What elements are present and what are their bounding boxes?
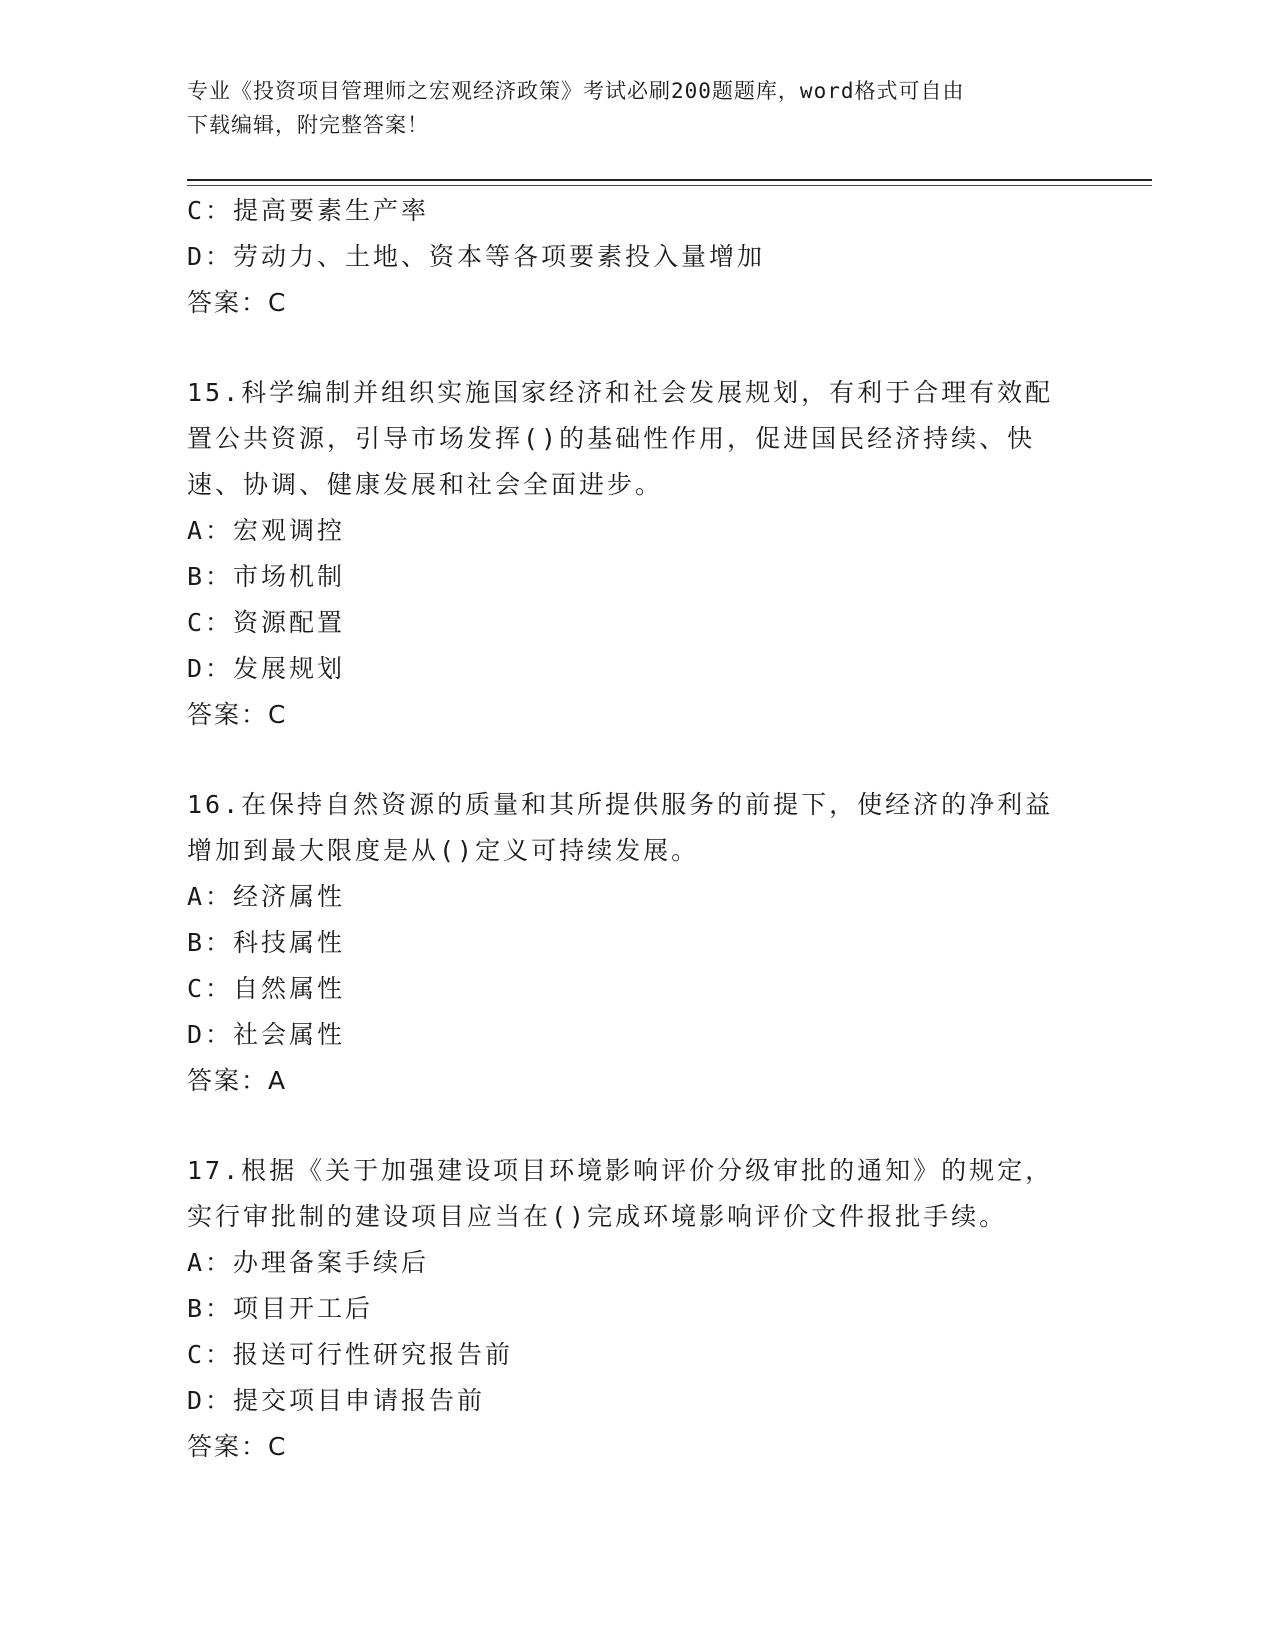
option-d: D：提交项目申请报告前 [187,1386,486,1415]
option-c: C：提高要素生产率 [187,196,430,225]
question-text-line: 15.科学编制并组织实施国家经济和社会发展规划，有利于合理有效配 [187,378,1054,407]
question-block-14 [187,188,1087,326]
document-header [187,74,1067,142]
question-text-line: 17.根据《关于加强建设项目环境影响评价分级审批的通知》的规定， [187,1156,1054,1185]
option-a: A：经济属性 [187,882,346,911]
option-c: C：报送可行性研究报告前 [187,1340,514,1369]
option-b: B：科技属性 [187,928,346,957]
option-a: A：办理备案手续后 [187,1248,430,1277]
header-divider-thin [187,185,1152,186]
header-line-1: 专业《投资项目管理师之宏观经济政策》考试必刷200题题库，word格式可自由 [187,79,965,103]
answer-line: 答案：C [187,1432,288,1461]
header-divider-thick [187,179,1152,181]
option-d: D：劳动力、土地、资本等各项要素投入量增加 [187,242,766,271]
option-c: C：资源配置 [187,608,346,637]
question-text-line: 速、协调、健康发展和社会全面进步。 [187,470,664,499]
question-text-line: 实行审批制的建设项目应当在()完成环境影响评价文件报批手续。 [187,1202,1008,1231]
option-c: C：自然属性 [187,974,346,1003]
question-text-line: 增加到最大限度是从()定义可持续发展。 [187,836,700,865]
document-body [187,188,1087,1470]
option-d: D：社会属性 [187,1020,346,1049]
question-block-15 [187,370,1087,738]
header-line-2: 下载编辑，附完整答案！ [187,113,429,137]
option-a: A：宏观调控 [187,516,346,545]
question-block-16 [187,782,1087,1104]
question-text-line: 16.在保持自然资源的质量和其所提供服务的前提下，使经济的净利益 [187,790,1054,819]
answer-line: 答案：C [187,700,288,729]
option-b: B：市场机制 [187,562,346,591]
answer-line: 答案：A [187,1066,288,1095]
question-block-17 [187,1148,1087,1470]
option-d: D：发展规划 [187,654,346,683]
question-text-line: 置公共资源，引导市场发挥()的基础性作用，促进国民经济持续、快 [187,424,1036,453]
option-b: B：项目开工后 [187,1294,374,1323]
answer-line: 答案：C [187,288,288,317]
